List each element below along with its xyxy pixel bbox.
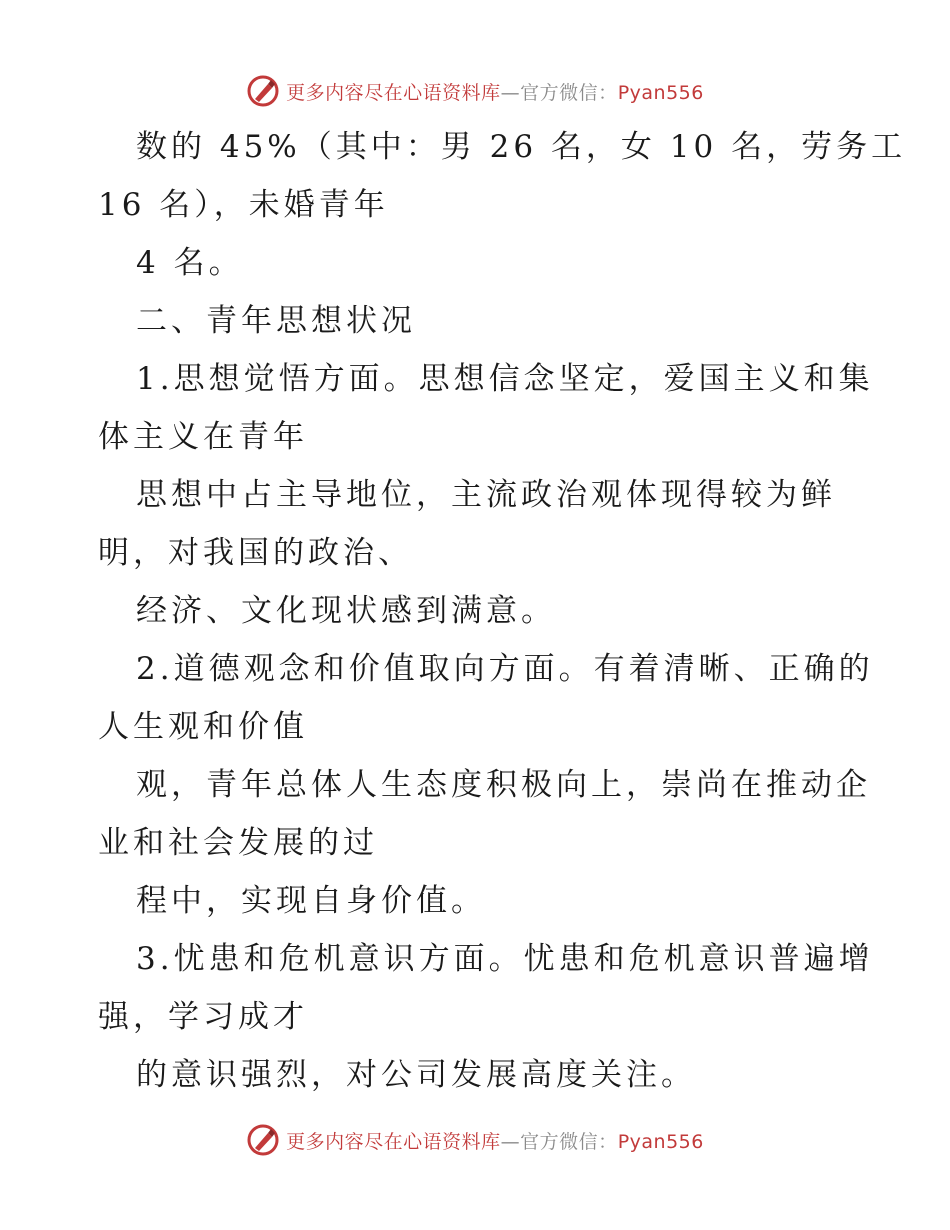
text-line: 程中，实现自身价值。 bbox=[136, 883, 486, 919]
watermark-official: 官方微信： bbox=[520, 81, 618, 104]
text-line: 思想中占主导地位，主流政治观体现得较为鲜 bbox=[136, 477, 836, 513]
text-line: 2.道德观念和价值取向方面。有着清晰、正确的 bbox=[136, 651, 874, 687]
pen-logo-icon bbox=[246, 1123, 280, 1157]
text-line: 观，青年总体人生态度积极向上，崇尚在推动企 bbox=[136, 767, 871, 803]
watermark-dash: — bbox=[500, 81, 521, 104]
text-line: 3.忧患和危机意识方面。忧患和危机意识普遍增 bbox=[136, 941, 874, 977]
watermark-dash: — bbox=[500, 1130, 521, 1153]
watermark-id: Pyan556 bbox=[617, 81, 704, 104]
watermark-brand: 更多内容尽在心语资料库 bbox=[286, 1130, 501, 1153]
text-line: 强，学习成才 bbox=[98, 999, 308, 1035]
watermark-text bbox=[286, 78, 704, 105]
section-heading: 二、青年思想状况 bbox=[136, 303, 416, 339]
watermark-text bbox=[286, 1127, 704, 1154]
text-line: 的意识强烈，对公司发展高度关注。 bbox=[136, 1057, 696, 1093]
footer-watermark bbox=[0, 1120, 950, 1160]
text-line: 16 名），未婚青年 bbox=[98, 187, 389, 223]
text-line: 人生观和价值 bbox=[98, 709, 308, 745]
text-line: 体主义在青年 bbox=[98, 419, 308, 455]
text-line: 业和社会发展的过 bbox=[98, 825, 378, 861]
pen-logo-icon bbox=[246, 74, 280, 108]
text-line: 数的 45%（其中：男 26 名，女 10 名，劳务工 bbox=[136, 129, 907, 165]
text-line: 经济、文化现状感到满意。 bbox=[136, 593, 556, 629]
text-line: 1.思想觉悟方面。思想信念坚定，爱国主义和集 bbox=[136, 361, 874, 397]
watermark-official: 官方微信： bbox=[520, 1130, 618, 1153]
header-watermark bbox=[0, 71, 950, 111]
text-line: 明，对我国的政治、 bbox=[98, 535, 413, 571]
watermark-id: Pyan556 bbox=[617, 1130, 704, 1153]
text-line: 4 名。 bbox=[136, 245, 244, 281]
watermark-brand: 更多内容尽在心语资料库 bbox=[286, 81, 501, 104]
